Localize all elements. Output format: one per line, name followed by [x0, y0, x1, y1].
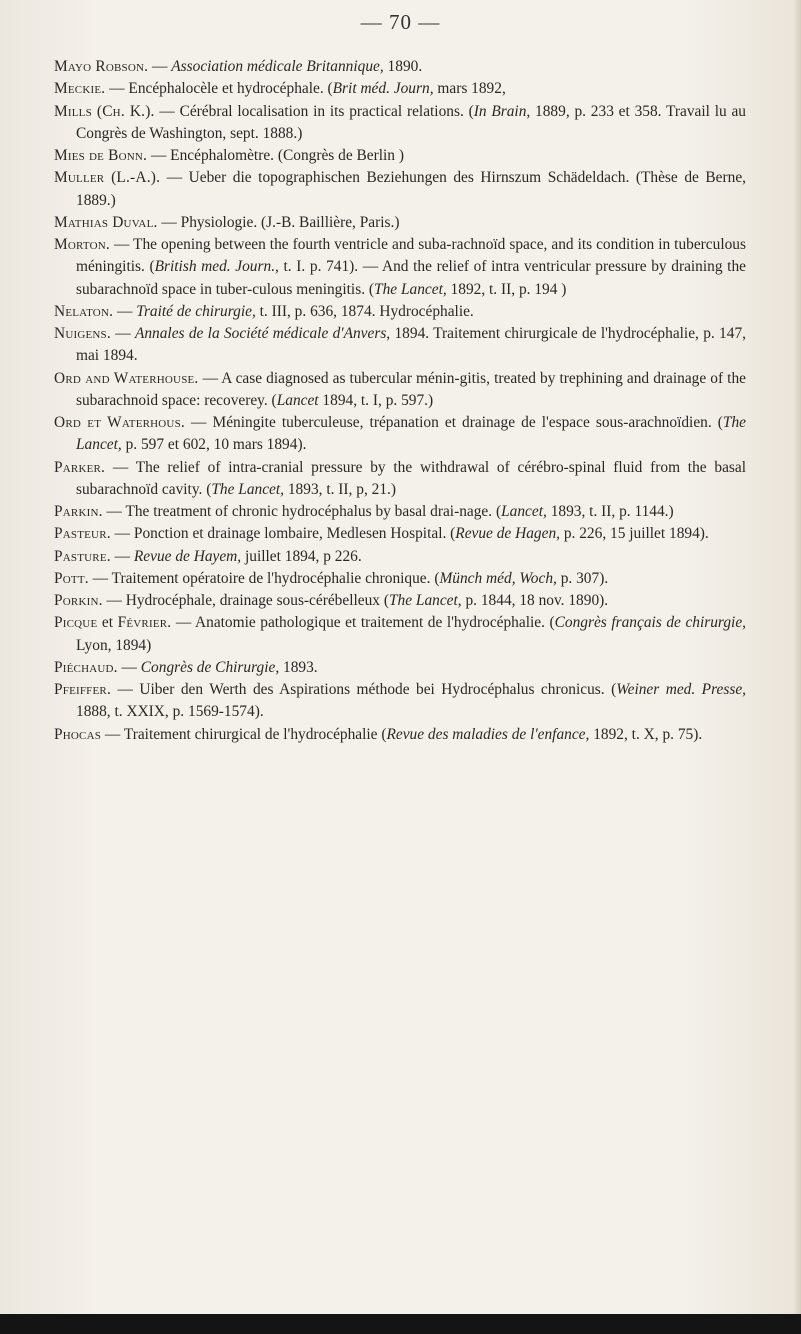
scan-bottom-border — [0, 1314, 801, 1334]
entry-text: — Ueber die topographischen Beziehungen des Hirnszum Schädeldach. (Thèse de Berne, 1889.) — [76, 169, 746, 209]
entry-author: Mies de Bonn. — [54, 147, 148, 164]
entry-author: Piéchaud. — [54, 658, 118, 676]
entry-author: Pott. — [54, 569, 89, 587]
bibliography-entry — [54, 101, 746, 146]
entry-text: mars 1892, — [433, 80, 506, 98]
page-edge-shadow — [793, 0, 801, 1314]
entry-author: Nuigens. — [54, 325, 111, 342]
entry-text: t. III, p. 636, 1874. Hydrocéphalie. — [255, 302, 474, 320]
entry-title: The Lancet, — [388, 592, 462, 609]
entry-text: — Uiber den Werth des Aspirations méthode bei Hydrocéphalus chronicus. ( — [111, 681, 617, 698]
bibliography-entry — [54, 145, 746, 167]
bibliography-entry — [54, 56, 746, 78]
bibliography-entry — [54, 546, 746, 568]
entry-text: 1889, p. 233 et 358. Travail lu au Congrès de Washington, sept. 1888.) — [76, 102, 746, 142]
entry-author: Pasture. — [54, 547, 111, 565]
entry-text: — Méningite tuberculeuse, trépanation et drainage de l'espace sous-arachnoïdien. ( — [184, 414, 723, 431]
entry-text: — Encéphalomètre. (Congrès de Berlin ) — [147, 147, 404, 164]
bibliography-entry — [54, 368, 746, 413]
entry-title: The Lancet, — [76, 414, 746, 454]
entry-text: 1888, t. XXIX, p. 1569-1574). — [76, 703, 264, 721]
entry-title: Revue des maladies de l'enfance, — [386, 725, 590, 743]
bibliography-entry — [54, 679, 746, 724]
entry-title: Revue de Hagen, — [455, 525, 560, 543]
bibliography-entry — [54, 523, 746, 545]
entry-title: Lancet, — [501, 503, 547, 520]
entry-title: British med. Journ., — [154, 258, 279, 276]
entry-text: — — [110, 547, 134, 565]
entry-text: 1894. Traitement chirurgicale de l'hydrocéphalie, p. 147, mai 1894. — [76, 325, 746, 365]
entry-author: Mayo Robson. — [54, 58, 149, 75]
entry-title: Annales de la Société médicale d'Anvers, — [134, 325, 391, 342]
entry-author: Parker. — [54, 458, 106, 476]
entry-author: Nelaton. — [54, 302, 114, 320]
entry-text: Lyon, 1894) — [76, 636, 152, 654]
bibliography-entry — [54, 234, 746, 301]
entry-text: — Cérébral localisation in its practical relations. ( — [154, 102, 474, 120]
entry-author: Muller (L.-A.). — [54, 169, 161, 187]
bibliography-entry — [54, 657, 746, 679]
entry-title: Brit méd. Journ, — [332, 80, 434, 98]
entry-text: — Anatomie pathologique et traitement de l'hydrocéphalie. ( — [171, 614, 555, 632]
entry-text: — Traitement opératoire de l'hydrocéphalie chronique. ( — [88, 569, 440, 587]
entry-text: p. 226, 15 juillet 1894). — [560, 525, 709, 543]
entry-text: et — [97, 614, 118, 632]
entry-text: t. I. p. 741). — And the relief of intra ventricular pressure by draining the subarachnoïd space in tuber-culous meningitis. ( — [76, 258, 746, 298]
entry-title: Münch méd, Woch, — [439, 569, 557, 587]
entry-title: The Lancet, — [374, 280, 447, 298]
entry-author: Pasteur. — [54, 525, 111, 543]
entry-text: p. 1844, 18 nov. 1890). — [461, 592, 609, 609]
entry-text: — — [117, 658, 141, 676]
entry-title: Revue de Hayem, — [133, 547, 242, 565]
entry-text: p. 307). — [556, 569, 609, 587]
bibliography-entry — [54, 323, 746, 368]
bibliography-entry — [54, 167, 746, 212]
bibliography-entry — [54, 568, 746, 590]
entry-author: Pfeiffer. — [54, 681, 111, 698]
bibliography-entry — [54, 412, 746, 457]
entry-text: 1893, t. II, p, 21.) — [284, 480, 397, 498]
entry-author: Ord et Waterhous. — [54, 414, 185, 431]
entry-title: Lancet — [276, 391, 319, 409]
entry-text: — Traitement chirurgical de l'hydrocéphalie ( — [101, 725, 387, 743]
bibliography-entry — [54, 501, 746, 523]
entry-text: 1892, t. II, p. 194 ) — [446, 280, 567, 298]
entry-text: — — [110, 325, 135, 342]
entry-text: — Ponction et drainage lombaire, Medlesen Hospital. ( — [110, 525, 456, 543]
entry-text: — The relief of intra-cranial pressure by the withdrawal of cérébro-spinal fluid from the basal subarachnoïd cavity. ( — [76, 458, 746, 498]
entry-title: Weiner med. Presse, — [616, 681, 746, 698]
entry-text: — The treatment of chronic hydrocéphalus by basal drai-nage. ( — [102, 503, 502, 520]
entry-author: Morton. — [54, 236, 110, 253]
entry-title: Congrès français de chirurgie, — [554, 614, 746, 632]
entry-title: The Lancet, — [211, 480, 285, 498]
entry-author: Phocas — [54, 725, 102, 743]
entry-text: — A case diagnosed as tubercular ménin-gitis, treated by trephining and drainage of the subarachnoid space: recoverey. ( — [76, 369, 746, 409]
entry-text: 1893, t. II, p. 1144.) — [546, 503, 674, 520]
page-number: — 70 — — [360, 10, 441, 34]
entry-author: Mills (Ch. K.). — [54, 102, 155, 120]
entry-text: 1892, t. X, p. 75). — [589, 725, 703, 743]
entry-text: — — [148, 58, 172, 75]
entry-author: Porkin. — [54, 592, 103, 609]
entry-text: 1893. — [279, 658, 318, 676]
bibliography-entry — [54, 212, 746, 234]
bibliography-entry — [54, 301, 746, 323]
entry-text: juillet 1894, p 226. — [241, 547, 362, 565]
bibliography-list — [54, 56, 746, 746]
entry-text: — Encéphalocèle et hydrocéphale. ( — [105, 80, 333, 98]
entry-author: Ord and Waterhouse. — [54, 369, 199, 387]
entry-coauthor: Février. — [117, 614, 172, 632]
entry-title: Traité de chirurgie, — [136, 302, 256, 320]
entry-title: Association médicale Britannique, — [171, 58, 384, 75]
entry-author: Picque — [54, 614, 98, 632]
entry-text: — The opening between the fourth ventricle and suba-rachnoïd space, and its condition in tuberculous méningitis. ( — [76, 236, 746, 276]
entry-text: p. 597 et 602, 10 mars 1894). — [121, 436, 307, 454]
entry-title: In Brain, — [473, 102, 531, 120]
entry-text: — Hydrocéphale, drainage sous-cérébelleux ( — [102, 592, 389, 609]
bibliography-entry — [54, 612, 746, 657]
entry-text: — — [113, 302, 137, 320]
bibliography-entry — [54, 724, 746, 746]
entry-text: — Physiologie. (J.-B. Baillière, Paris.) — [157, 213, 400, 231]
entry-text: 1894, t. I, p. 597.) — [318, 391, 434, 409]
entry-author: Parkin. — [54, 503, 103, 520]
entry-author: Meckie. — [54, 80, 106, 98]
entry-author: Mathias Duval. — [54, 213, 158, 231]
bibliography-entry — [54, 590, 746, 612]
bibliography-entry — [54, 457, 746, 502]
entry-text: 1890. — [383, 58, 423, 75]
bibliography-entry — [54, 78, 746, 100]
entry-title: Congrès de Chirurgie, — [140, 658, 280, 676]
